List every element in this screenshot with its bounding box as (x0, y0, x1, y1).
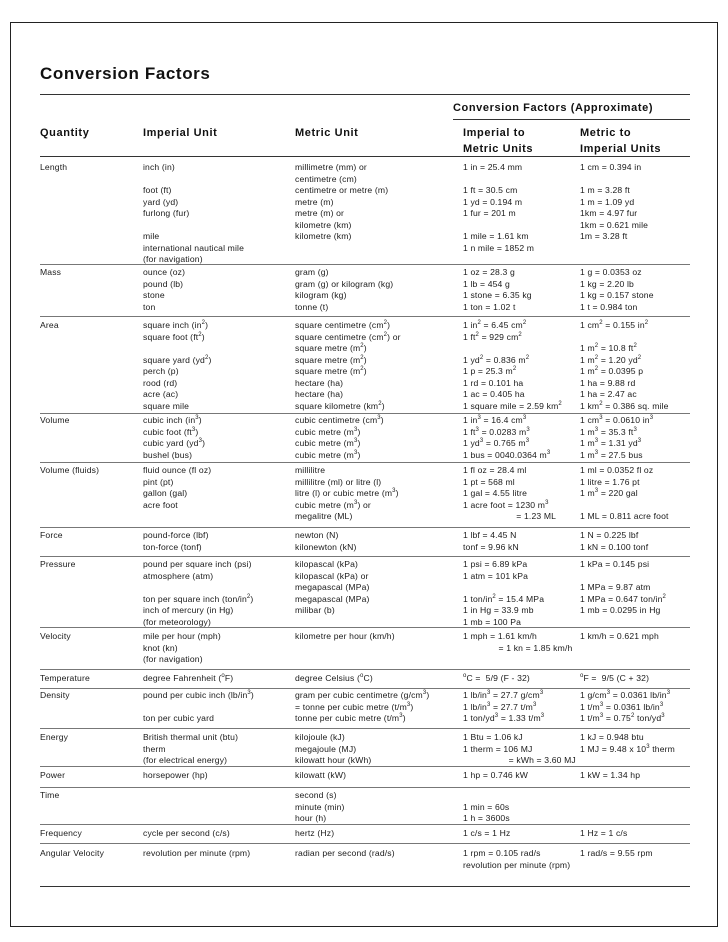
metric-to-imperial-cell: 1 ha = 2.47 ac (580, 389, 637, 400)
imperial-unit-cell: ounce (oz) (143, 267, 186, 277)
group-divider (40, 316, 690, 317)
metric-to-imperial-cell: 1 $t/m^3 = 0.75^2$ ton/$yd^3$ (580, 713, 665, 724)
imperial-unit-cell: cubic inch $(in^3)$ (143, 415, 202, 425)
metric-unit-cell: metre (m) (295, 196, 334, 207)
group-divider (40, 264, 690, 265)
metric-unit-cell: = tonne per cubic metre $(t/m^3)$ (295, 701, 414, 712)
imperial-to-metric-cell: 1 bus = 0040.0364 $m^3$ (463, 449, 551, 460)
metric-to-imperial-cell: 1 ha = 9.88 rd (580, 377, 636, 388)
metric-unit-cell: millilitre (ml) or litre (l) (295, 476, 382, 487)
imperial-to-metric-cell: 1 lbf = 4.45 N (463, 530, 517, 540)
imperial-unit-cell: (for navigation) (143, 654, 203, 665)
metric-unit-cell: hertz (Hz) (295, 828, 335, 838)
metric-to-imperial-cell: 1 $m^3 = 27.5$ bus (580, 449, 643, 460)
quantity-label: Temperature (40, 673, 90, 683)
group-divider (40, 627, 690, 628)
imperial-to-metric-cell: $^o$C = 5/9 (F - 32) (463, 673, 530, 683)
imperial-unit-cell: knot (kn) (143, 642, 178, 653)
imperial-to-metric-cell: 1 mb = 100 Pa (463, 616, 522, 627)
col-header-metric-unit: Metric Unit (295, 127, 359, 139)
imperial-to-metric-cell: 1 ac = 0.405 ha (463, 389, 525, 400)
metric-to-imperial-cell: 1 $km^2 = 0.386$ sq. mile (580, 400, 669, 411)
metric-to-imperial-cell: 1 $cm^3 = 0.0610$ $in^3$ (580, 415, 654, 425)
quantity-label: Volume (40, 415, 70, 425)
group-divider (40, 824, 690, 825)
imperial-unit-cell: pound-force (lbf) (143, 530, 209, 540)
imperial-to-metric-cell: 1 c/s = 1 Hz (463, 828, 511, 838)
imperial-unit-cell: cubic foot $(ft^3)$ (143, 426, 199, 437)
metric-to-imperial-cell: 1 $cm^2 = 0.155$ $in^2$ (580, 320, 649, 330)
imperial-to-metric-cell: 1 atm = 101 kPa (463, 570, 529, 581)
imperial-unit-cell: therm (143, 743, 166, 754)
imperial-to-metric-cell: 1 $in^2 = 6.45$ $cm^2$ (463, 320, 527, 330)
metric-unit-cell: gram (g) (295, 267, 329, 277)
metric-unit-cell: megalitre (ML) (295, 511, 353, 522)
metric-to-imperial-cell: $^o$F = 9/5 (C + 32) (580, 673, 650, 683)
imperial-to-metric-cell: 1 ft = 30.5 cm (463, 185, 518, 196)
imperial-unit-cell: inch of mercury (in Hg) (143, 605, 234, 616)
imperial-to-metric-cell: 1 min = 60s (463, 801, 510, 812)
metric-unit-cell: kilonewton (kN) (295, 541, 357, 552)
metric-unit-cell: kilojoule (kJ) (295, 732, 345, 742)
imperial-unit-cell: rood (rd) (143, 377, 178, 388)
imperial-to-metric-cell: 1 pt = 568 ml (463, 476, 515, 487)
metric-to-imperial-cell: 1 t = 0.984 ton (580, 301, 638, 312)
imperial-to-metric-cell: 1 mph = 1.61 km/h (463, 631, 537, 641)
metric-unit-cell: kilogram (kg) (295, 290, 347, 301)
metric-unit-cell: cubic metre $(m^3)$ (295, 438, 361, 449)
imperial-unit-cell: square mile (143, 400, 190, 411)
imperial-to-metric-cell: 1 acre foot = 1230 $m^3$ (463, 499, 549, 510)
metric-unit-cell: cubic metre $(m^3)$ or (295, 499, 371, 510)
metric-unit-cell: kilowatt hour (kWh) (295, 755, 372, 766)
imperial-unit-cell: square foot $(ft^2)$ (143, 331, 205, 342)
imperial-unit-cell: ton-force (tonf) (143, 541, 202, 552)
metric-unit-cell: kilowatt (kW) (295, 770, 347, 780)
metric-unit-cell: gram per cubic centimetre $(g/cm^3)$ (295, 690, 430, 700)
group-divider (40, 787, 690, 788)
imperial-unit-cell: (for electrical energy) (143, 755, 228, 766)
metric-unit-cell: square metre $(m^2)$ (295, 366, 367, 377)
imperial-unit-cell: gallon (gal) (143, 488, 188, 499)
imperial-unit-cell: furlong (fur) (143, 208, 190, 219)
metric-unit-cell: hectare (ha) (295, 377, 344, 388)
metric-to-imperial-cell: 1 m = 3.28 ft (580, 185, 630, 196)
metric-to-imperial-cell: 1 $m^3 = 35.3$ $ft^3$ (580, 426, 637, 437)
metric-unit-cell: centimetre or metre (m) (295, 185, 389, 196)
quantity-label: Force (40, 530, 63, 540)
metric-to-imperial-cell: 1 $m^3 = 1.31$ $yd^3$ (580, 438, 642, 449)
group-divider (40, 669, 690, 670)
imperial-to-metric-cell: 1 $yd^2 = 0.836$ $m^2$ (463, 354, 530, 365)
metric-unit-cell: cubic metre $(m^3)$ (295, 426, 361, 437)
metric-unit-cell: minute (min) (295, 801, 345, 812)
rule-under-title (40, 94, 690, 95)
imperial-unit-cell: (for navigation) (143, 254, 203, 265)
metric-to-imperial-cell: 1 $m^2 = 0.0395$ p (580, 366, 644, 377)
metric-to-imperial-cell: 1 ML = 0.811 acre foot (580, 511, 669, 522)
imperial-to-metric-cell: 1 n mile = 1852 m (463, 242, 535, 253)
metric-unit-cell: cubic centimetre $(cm^3)$ (295, 415, 384, 425)
imperial-unit-cell: cubic yard $(yd^3)$ (143, 438, 206, 449)
imperial-unit-cell: square inch $(in^2)$ (143, 320, 209, 330)
imperial-to-metric-cell: 1 fur = 201 m (463, 208, 516, 219)
metric-to-imperial-cell: 1 mb = 0.0295 in Hg (580, 605, 661, 616)
imperial-to-metric-cell: 1 lb = 454 g (463, 278, 510, 289)
imperial-unit-cell: pound per cubic inch $(lb/in^3)$ (143, 690, 254, 700)
group-divider (40, 688, 690, 689)
quantity-label: Mass (40, 267, 62, 277)
imperial-unit-cell: cycle per second (c/s) (143, 828, 230, 838)
metric-to-imperial-cell: 1 $m^2 = 1.20$ $yd^2$ (580, 354, 642, 365)
imperial-to-metric-cell: 1 in = 25.4 mm (463, 162, 523, 172)
group-divider (40, 556, 690, 557)
metric-unit-cell: kilopascal (kPa) or (295, 570, 369, 581)
imperial-to-metric-cell: 1 yd = 0.194 m (463, 196, 523, 207)
group-divider (40, 728, 690, 729)
metric-unit-cell: square metre $(m^2)$ (295, 354, 367, 365)
imperial-to-metric-cell: 1 hp = 0.746 kW (463, 770, 529, 780)
metric-to-imperial-cell: 1m = 3.28 ft (580, 231, 628, 242)
metric-unit-cell: radian per second (rad/s) (295, 848, 395, 858)
metric-to-imperial-cell: 1 $t/m^3 = 0.0361$ $lb/in^3$ (580, 701, 664, 712)
imperial-to-metric-cell: 1 $ft^2 = 929$ $cm^2$ (463, 331, 522, 342)
imperial-unit-cell: acre (ac) (143, 389, 179, 400)
quantity-label: Angular Velocity (40, 848, 105, 858)
metric-unit-cell: cubic metre $(m^3)$ (295, 449, 361, 460)
quantity-label: Pressure (40, 559, 76, 569)
imperial-to-metric-cell: 1 ton/$in^2 = 15.4$ MPa (463, 593, 545, 604)
imperial-unit-cell: mile per hour (mph) (143, 631, 221, 641)
metric-unit-cell: kilometre (km) (295, 231, 352, 242)
page-title: Conversion Factors (40, 64, 211, 83)
imperial-unit-cell: (for meteorology) (143, 616, 211, 627)
imperial-to-metric-cell: 1 $yd^3 = 0.765$ $m^3$ (463, 438, 530, 449)
metric-to-imperial-cell: 1 kg = 2.20 lb (580, 278, 634, 289)
metric-to-imperial-cell: 1 Hz = 1 c/s (580, 828, 628, 838)
metric-to-imperial-cell: 1 kJ = 0.948 btu (580, 732, 644, 742)
metric-unit-cell: gram (g) or kilogram (kg) (295, 278, 394, 289)
imperial-to-metric-cell: revolution per minute (rpm) (463, 859, 571, 870)
metric-unit-cell: megapascal (MPa) (295, 593, 370, 604)
metric-to-imperial-cell: 1 $g/cm^3 = 0.0361$ $lb/in^3$ (580, 690, 671, 700)
col-header-metric-to-imperial: Metric to Imperial Units (580, 127, 662, 155)
col-header-quantity: Quantity (40, 127, 90, 139)
imperial-to-metric-cell: 1 in Hg = 33.9 mb (463, 605, 534, 616)
imperial-to-metric-cell: 1 gal = 4.55 litre (463, 488, 528, 499)
imperial-unit-cell: bushel (bus) (143, 449, 193, 460)
imperial-unit-cell: foot (ft) (143, 185, 172, 196)
imperial-unit-cell: inch (in) (143, 162, 175, 172)
metric-to-imperial-cell: 1 MPa = 9.87 atm (580, 582, 651, 593)
metric-to-imperial-cell: 1 MJ = 9.48 x $10^3$ therm (580, 743, 675, 754)
metric-unit-cell: kilometre (km) (295, 219, 352, 230)
metric-to-imperial-cell: 1 km/h = 0.621 mph (580, 631, 659, 641)
metric-unit-cell: millilitre (295, 465, 326, 475)
rule-under-super-heading (453, 119, 690, 120)
approximate-factors-heading: Conversion Factors (Approximate) (453, 102, 654, 114)
imperial-unit-cell: degree Fahrenheit ($^o$F) (143, 673, 234, 683)
quantity-label: Length (40, 162, 68, 172)
imperial-to-metric-cell: = 1.23 ML (463, 511, 557, 522)
imperial-unit-cell: pound (lb) (143, 278, 184, 289)
metric-unit-cell: tonne per cubic metre $(t/m^3)$ (295, 713, 406, 724)
metric-unit-cell: kilometre per hour (km/h) (295, 631, 395, 641)
imperial-unit-cell: international nautical mile (143, 242, 245, 253)
imperial-unit-cell: acre foot (143, 499, 178, 510)
metric-to-imperial-cell: 1 litre = 1.76 pt (580, 476, 640, 487)
metric-unit-cell: square centimetre $(cm^2)$ or (295, 331, 401, 342)
imperial-to-metric-cell: 1 fl oz = 28.4 ml (463, 465, 527, 475)
imperial-unit-cell: mile (143, 231, 160, 242)
imperial-to-metric-cell: 1 h = 3600s (463, 813, 510, 824)
metric-to-imperial-cell: 1 $m^3 = 220$ gal (580, 488, 638, 499)
metric-unit-cell: second (s) (295, 790, 337, 800)
group-divider (40, 527, 690, 528)
metric-unit-cell: megapascal (MPa) (295, 582, 370, 593)
group-divider (40, 766, 690, 767)
imperial-to-metric-cell: 1 $in^3 = 16.4$ $cm^3$ (463, 415, 527, 425)
imperial-unit-cell: atmosphere (atm) (143, 570, 214, 581)
imperial-to-metric-cell: 1 rd = 0.101 ha (463, 377, 524, 388)
col-header-imperial-to-metric: Imperial to Metric Units (463, 127, 534, 155)
rule-under-column-headers (40, 156, 690, 157)
imperial-unit-cell: stone (143, 290, 165, 301)
quantity-label: Area (40, 320, 59, 330)
imperial-unit-cell: yard (yd) (143, 196, 179, 207)
metric-unit-cell: newton (N) (295, 530, 339, 540)
metric-unit-cell: square metre $(m^2)$ (295, 343, 367, 354)
metric-to-imperial-cell: 1 N = 0.225 lbf (580, 530, 639, 540)
metric-to-imperial-cell: 1 cm = 0.394 in (580, 162, 642, 172)
imperial-to-metric-cell: = 1 kn = 1.85 km/h (463, 642, 573, 653)
metric-unit-cell: megajoule (MJ) (295, 743, 357, 754)
quantity-label: Time (40, 790, 60, 800)
metric-to-imperial-cell: 1 kg = 0.157 stone (580, 290, 654, 301)
group-divider (40, 413, 690, 414)
metric-to-imperial-cell: 1 kW = 1.34 hp (580, 770, 641, 780)
imperial-unit-cell: ton (143, 301, 156, 312)
metric-to-imperial-cell: 1 rad/s = 9.55 rpm (580, 848, 653, 858)
group-divider (40, 843, 690, 844)
metric-unit-cell: litre (l) or cubic metre $(m^3)$ (295, 488, 399, 499)
metric-to-imperial-cell: 1 kPa = 0.145 psi (580, 559, 650, 569)
imperial-to-metric-cell: 1 $lb/in^3 = 27.7$ $t/m^3$ (463, 701, 537, 712)
quantity-label: Power (40, 770, 66, 780)
imperial-unit-cell: perch (p) (143, 366, 179, 377)
imperial-to-metric-cell: 1 psi = 6.89 kPa (463, 559, 528, 569)
imperial-to-metric-cell: 1 p = 25.3 $m^2$ (463, 366, 517, 377)
imperial-to-metric-cell: 1 rpm = 0.105 rad/s (463, 848, 541, 858)
imperial-to-metric-cell: = kWh = 3.60 MJ (463, 755, 576, 766)
imperial-to-metric-cell: 1 ton/$yd^3 = 1.33$ $t/m^3$ (463, 713, 545, 724)
imperial-to-metric-cell: 1 stone = 6.35 kg (463, 290, 532, 301)
imperial-unit-cell: ton per square inch $(ton/in^2)$ (143, 593, 254, 604)
metric-unit-cell: metre (m) or (295, 208, 345, 219)
metric-to-imperial-cell: 1 kN = 0.100 tonf (580, 541, 649, 552)
metric-to-imperial-cell: 1 m = 1.09 yd (580, 196, 635, 207)
metric-unit-cell: square kilometre $(km^2)$ (295, 400, 385, 411)
col-header-imperial-unit: Imperial Unit (143, 127, 218, 139)
metric-to-imperial-cell: 1 g = 0.0353 oz (580, 267, 642, 277)
metric-to-imperial-cell: 1km = 4.97 fur (580, 208, 638, 219)
imperial-unit-cell: square yard $(yd^2)$ (143, 354, 212, 365)
metric-unit-cell: hectare (ha) (295, 389, 344, 400)
imperial-to-metric-cell: 1 Btu = 1.06 kJ (463, 732, 523, 742)
metric-to-imperial-cell: 1 MPa = 0.647 ton/$in^2$ (580, 593, 667, 604)
quantity-label: Volume (fluids) (40, 465, 100, 475)
metric-unit-cell: centimetre (cm) (295, 173, 357, 184)
imperial-unit-cell: ton per cubic yard (143, 713, 215, 724)
metric-unit-cell: hour (h) (295, 813, 327, 824)
metric-unit-cell: degree Celsius ($^o$C) (295, 673, 373, 683)
imperial-to-metric-cell: 1 ton = 1.02 t (463, 301, 516, 312)
imperial-unit-cell: British thermal unit (btu) (143, 732, 239, 742)
metric-unit-cell: kilopascal (kPa) (295, 559, 359, 569)
imperial-unit-cell: revolution per minute (rpm) (143, 848, 251, 858)
imperial-unit-cell: fluid ounce (fl oz) (143, 465, 212, 475)
group-divider (40, 462, 690, 463)
imperial-unit-cell: horsepower (hp) (143, 770, 208, 780)
imperial-unit-cell: pint (pt) (143, 476, 174, 487)
imperial-to-metric-cell: 1 mile = 1.61 km (463, 231, 529, 242)
imperial-to-metric-cell: 1 oz = 28.3 g (463, 267, 515, 277)
metric-unit-cell: tonne (t) (295, 301, 329, 312)
imperial-to-metric-cell: 1 $lb/in^3 = 27.7$ $g/cm^3$ (463, 690, 544, 700)
quantity-label: Frequency (40, 828, 82, 838)
imperial-to-metric-cell: 1 therm = 106 MJ (463, 743, 533, 754)
metric-to-imperial-cell: 1 ml = 0.0352 fl oz (580, 465, 654, 475)
imperial-to-metric-cell: 1 $ft^3 = 0.0283$ $m^3$ (463, 426, 530, 437)
metric-to-imperial-cell: 1 $m^2 = 10.8$ $ft^2$ (580, 343, 637, 354)
quantity-label: Energy (40, 732, 69, 742)
table-bottom-rule (40, 886, 690, 887)
quantity-label: Velocity (40, 631, 71, 641)
imperial-to-metric-cell: tonf = 9.96 kN (463, 541, 519, 552)
metric-unit-cell: millimetre (mm) or (295, 162, 367, 172)
metric-to-imperial-cell: 1km = 0.621 mile (580, 219, 649, 230)
quantity-label: Density (40, 690, 70, 700)
imperial-unit-cell: pound per square inch (psi) (143, 559, 252, 569)
imperial-to-metric-cell: 1 square mile = 2.59 $km^2$ (463, 400, 562, 411)
metric-unit-cell: square centimetre $(cm^2)$ (295, 320, 391, 330)
metric-unit-cell: milibar (b) (295, 605, 335, 616)
